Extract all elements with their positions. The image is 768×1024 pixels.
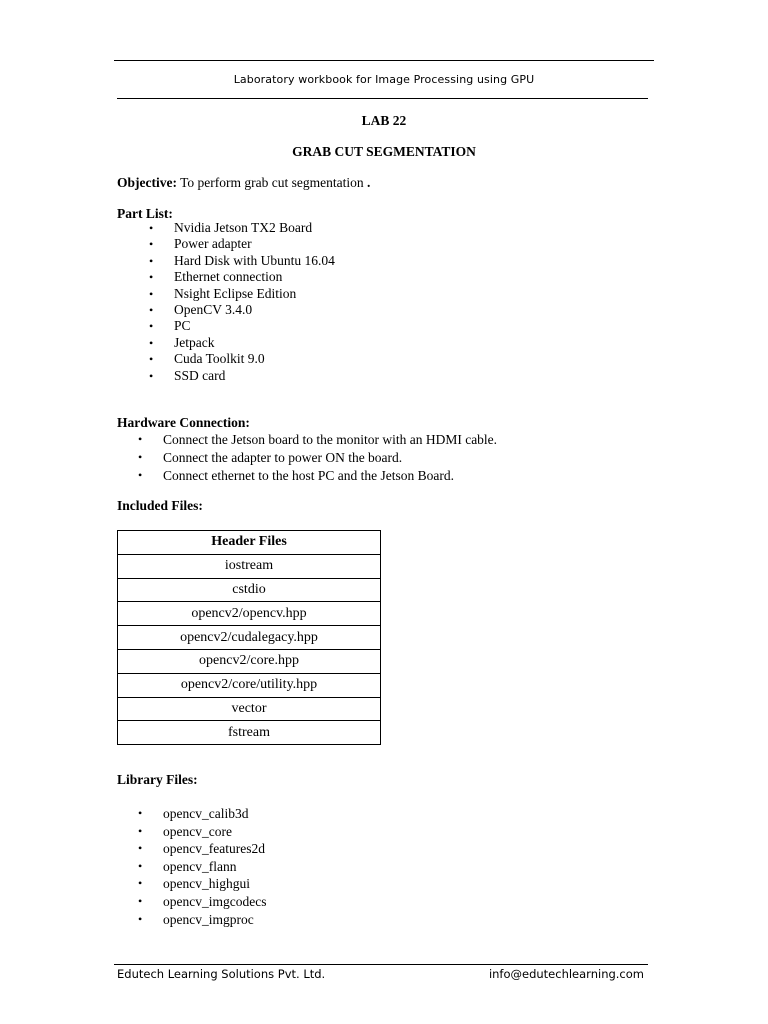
part-list bbox=[149, 220, 335, 384]
part-list-heading: Part List: bbox=[117, 206, 173, 221]
header-bottom-rule bbox=[117, 98, 648, 99]
list-item: • Hard Disk with Ubuntu 16.04 bbox=[149, 252, 335, 268]
table-row: vector bbox=[118, 697, 381, 721]
list-item: • opencv_calib3d bbox=[138, 806, 249, 821]
list-item: • opencv_imgproc bbox=[138, 911, 254, 927]
list-item: • OpenCV 3.4.0 bbox=[149, 301, 253, 317]
list-item: • Power adapter bbox=[149, 236, 252, 252]
header-top-rule bbox=[114, 60, 654, 61]
footer-rule bbox=[114, 964, 648, 965]
table-row: iostream bbox=[118, 554, 381, 578]
objective-paragraph bbox=[117, 175, 370, 191]
list-item: • opencv_imgcodecs bbox=[138, 893, 267, 909]
hardware-heading: Hardware Connection: bbox=[117, 415, 250, 430]
list-item: • Connect the Jetson board to the monitor with an HDMI cable. bbox=[138, 432, 498, 447]
header-files-table bbox=[117, 530, 381, 745]
list-item: • SSD card bbox=[149, 367, 226, 383]
list-item: • Jetpack bbox=[149, 334, 215, 350]
library-files-heading: Library Files: bbox=[117, 772, 198, 787]
table-row: cstdio bbox=[118, 578, 381, 602]
lab-number: LAB 22 bbox=[361, 113, 407, 128]
list-item: • Cuda Toolkit 9.0 bbox=[149, 351, 265, 367]
table-row: fstream bbox=[118, 721, 381, 745]
list-item: • Nvidia Jetson TX2 Board bbox=[149, 220, 313, 235]
list-item: • Nsight Eclipse Edition bbox=[149, 285, 297, 301]
list-item: • Connect ethernet to the host PC and the Jetson Board. bbox=[138, 467, 454, 483]
table-row: opencv2/core/utility.hpp bbox=[118, 673, 381, 697]
footer-email: info@edutechlearning.com bbox=[488, 967, 644, 981]
lab-title: GRAB CUT SEGMENTATION bbox=[292, 144, 476, 159]
objective-end: . bbox=[367, 175, 371, 190]
objective-text: To perform grab cut segmentation bbox=[180, 175, 364, 190]
table-row: opencv2/core.hpp bbox=[118, 649, 381, 673]
list-item: • opencv_features2d bbox=[138, 841, 265, 857]
library-list bbox=[138, 805, 266, 928]
list-item: • opencv_highgui bbox=[138, 876, 250, 892]
list-item: • Ethernet connection bbox=[149, 269, 283, 285]
included-files-heading: Included Files: bbox=[117, 498, 203, 513]
footer-company: Edutech Learning Solutions Pvt. Ltd. bbox=[117, 967, 326, 981]
table-row: opencv2/cudalegacy.hpp bbox=[118, 626, 381, 650]
table-row: opencv2/opencv.hpp bbox=[118, 602, 381, 626]
table-header: Header Files bbox=[118, 531, 381, 555]
list-item: • opencv_flann bbox=[138, 858, 237, 874]
hardware-list bbox=[138, 431, 497, 484]
running-header-title: Laboratory workbook for Image Processing using GPU bbox=[233, 73, 535, 86]
list-item: • opencv_core bbox=[138, 823, 232, 839]
list-item: • Connect the adapter to power ON the board. bbox=[138, 449, 403, 465]
objective-label: Objective: bbox=[117, 175, 177, 190]
list-item: • PC bbox=[149, 318, 191, 334]
